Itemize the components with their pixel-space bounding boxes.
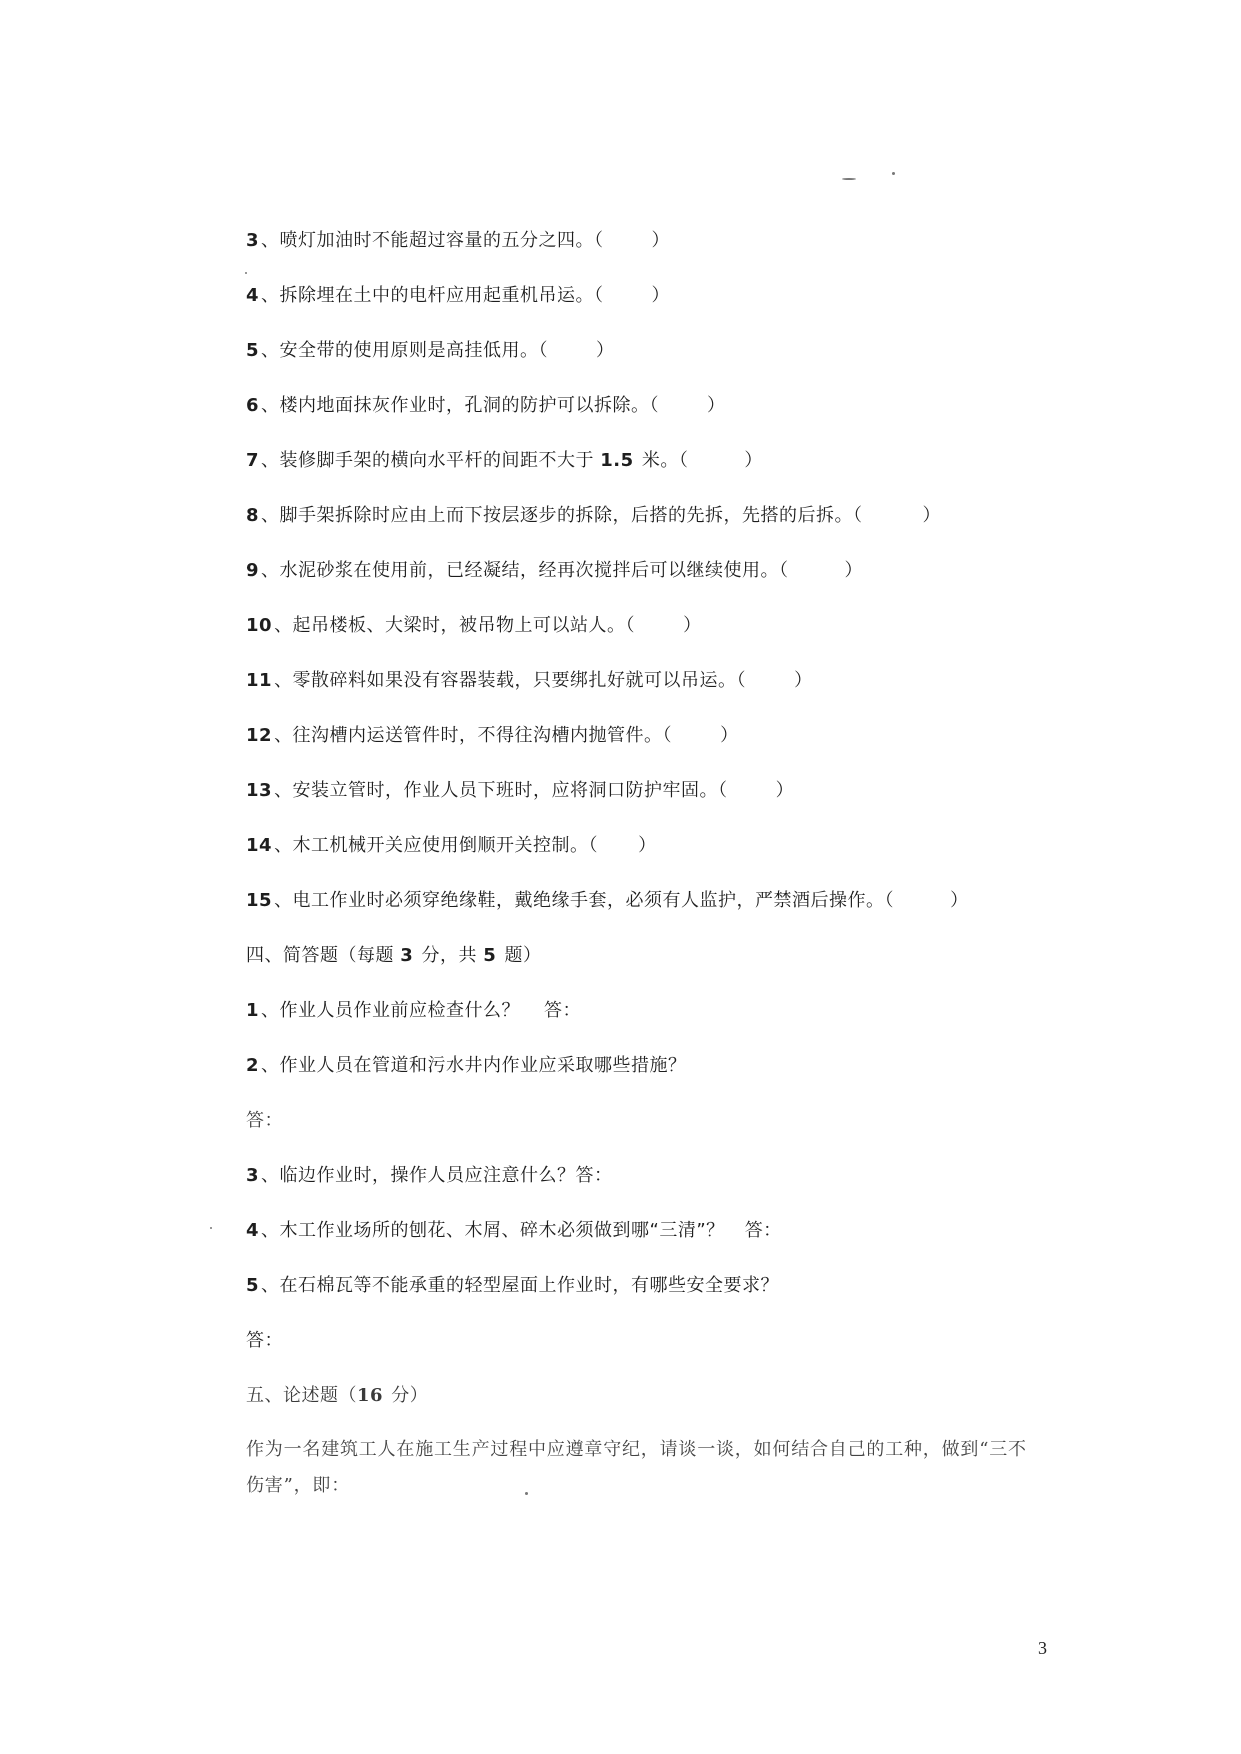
tf-question	[246, 724, 739, 748]
scan-speck	[210, 1227, 212, 1229]
question-text: 、临边作业时，操作人员应注意什么？答：	[261, 1165, 613, 1186]
question-text-tail: 米。（	[635, 450, 689, 471]
question-number: 3	[246, 1165, 260, 1186]
spacing-value: 1.5	[600, 450, 634, 471]
tf-question	[246, 669, 813, 693]
question-text: 、往沟槽内运送管件时，不得往沟槽内抛管件。（	[274, 725, 673, 746]
question-number: 9	[246, 560, 260, 581]
blank-close: ）	[744, 450, 763, 471]
blank-close: ）	[651, 285, 671, 306]
blank-close: ）	[596, 340, 615, 361]
scan-speck	[245, 272, 247, 274]
question-text: 、水泥砂浆在使用前，已经凝结，经再次搅拌后可以继续使用。（	[261, 560, 789, 581]
tf-question	[246, 394, 726, 418]
question-text: 、起吊楼板、大梁时，被吊物上可以站人。（	[274, 615, 636, 636]
question-number: 8	[246, 505, 260, 526]
essay-line: 作为一名建筑工人在施工生产过程中应遵章守纪，请谈一谈，如何结合自己的工种，做到“三不	[246, 1439, 1027, 1460]
question-number: 3	[246, 230, 260, 251]
short-question	[246, 1054, 687, 1078]
tf-question	[246, 889, 969, 913]
question-number: 15	[246, 890, 273, 911]
question-text: 、木工作业场所的刨花、木屑、碎木必须做到哪“三清”？	[261, 1220, 725, 1241]
heading-text: 分，共	[415, 945, 484, 966]
tf-question	[246, 284, 670, 308]
blank-close: ）	[651, 230, 671, 251]
question-number: 11	[246, 670, 273, 691]
essay-line: 伤害”，即：	[246, 1475, 351, 1496]
question-text: 、装修脚手架的横向水平杆的间距不大于	[261, 450, 601, 471]
scan-speck	[892, 172, 895, 175]
question-number: 5	[246, 340, 260, 361]
answer-label: 答：	[744, 1220, 782, 1241]
question-text: 、脚手架拆除时应由上而下按层逐步的拆除，后搭的先拆，先搭的后拆。（	[261, 505, 863, 526]
question-text: 、拆除埋在土中的电杆应用起重机吊运。（	[261, 285, 604, 306]
tf-question	[246, 614, 702, 638]
blank-close: ）	[844, 560, 864, 581]
heading-text: 题）	[498, 945, 542, 966]
question-text: 、零散碎料如果没有容器装载，只要绑扎好就可以吊运。（	[274, 670, 747, 691]
question-text: 、安装立管时，作业人员下班时，应将洞口防护牢固。（	[274, 780, 728, 801]
tf-question	[246, 559, 863, 583]
scan-speck	[842, 178, 856, 180]
section-points: 16	[357, 1385, 384, 1406]
answer-label: 答：	[544, 1000, 582, 1021]
question-text: 、电工作业时必须穿绝缘鞋，戴绝缘手套，必须有人监护，严禁酒后操作。（	[274, 890, 895, 911]
question-number: 2	[246, 1055, 260, 1076]
question-text: 、喷灯加油时不能超过容量的五分之四。（	[261, 230, 604, 251]
question-text: 、楼内地面抹灰作业时，孔洞的防护可以拆除。（	[261, 395, 660, 416]
short-question	[246, 1164, 613, 1188]
heading-text: 四、简答题（每题	[246, 945, 401, 966]
question-number: 10	[246, 615, 273, 636]
question-number: 7	[246, 450, 260, 471]
short-question	[246, 1219, 782, 1243]
essay-prompt	[246, 1432, 1060, 1504]
blank-close: ）	[922, 505, 942, 526]
question-text: 、作业人员在管道和污水井内作业应采取哪些措施？	[261, 1055, 687, 1076]
heading-text: 分）	[385, 1385, 429, 1406]
tf-question	[246, 779, 794, 803]
question-number: 6	[246, 395, 260, 416]
tf-question	[246, 339, 615, 363]
tf-question	[246, 834, 657, 858]
question-text: 、作业人员作业前应检查什么？	[261, 1000, 521, 1021]
heading-text: 五、论述题（	[246, 1385, 357, 1406]
blank-close: ）	[638, 835, 657, 856]
question-number: 4	[246, 1220, 260, 1241]
blank-close: ）	[720, 725, 739, 746]
points-per-question: 3	[400, 945, 414, 966]
tf-question	[246, 229, 670, 253]
section-4-heading	[246, 944, 541, 968]
blank-close: ）	[707, 395, 726, 416]
question-number: 1	[246, 1000, 260, 1021]
blank-close: ）	[775, 780, 795, 801]
blank-close: ）	[950, 890, 969, 911]
scan-speck	[525, 1492, 528, 1495]
question-text: 、安全带的使用原则是高挂低用。（	[261, 340, 549, 361]
tf-question	[246, 504, 941, 528]
question-number: 14	[246, 835, 273, 856]
blank-close: ）	[683, 615, 702, 636]
answer-label: 答：	[246, 1110, 283, 1131]
question-number: 5	[246, 1275, 260, 1296]
question-number: 4	[246, 285, 260, 306]
short-question	[246, 999, 581, 1023]
answer-label: 答：	[246, 1330, 283, 1351]
question-number: 12	[246, 725, 273, 746]
question-count: 5	[483, 945, 497, 966]
question-number: 13	[246, 780, 273, 801]
page-number: 3	[1038, 1638, 1047, 1658]
section-5-heading	[246, 1384, 428, 1408]
question-text: 、木工机械开关应使用倒顺开关控制。（	[274, 835, 599, 856]
blank-close: ）	[794, 670, 813, 691]
question-text: 、在石棉瓦等不能承重的轻型屋面上作业时，有哪些安全要求？	[261, 1275, 780, 1296]
short-question	[246, 1274, 779, 1298]
tf-question	[246, 449, 763, 473]
